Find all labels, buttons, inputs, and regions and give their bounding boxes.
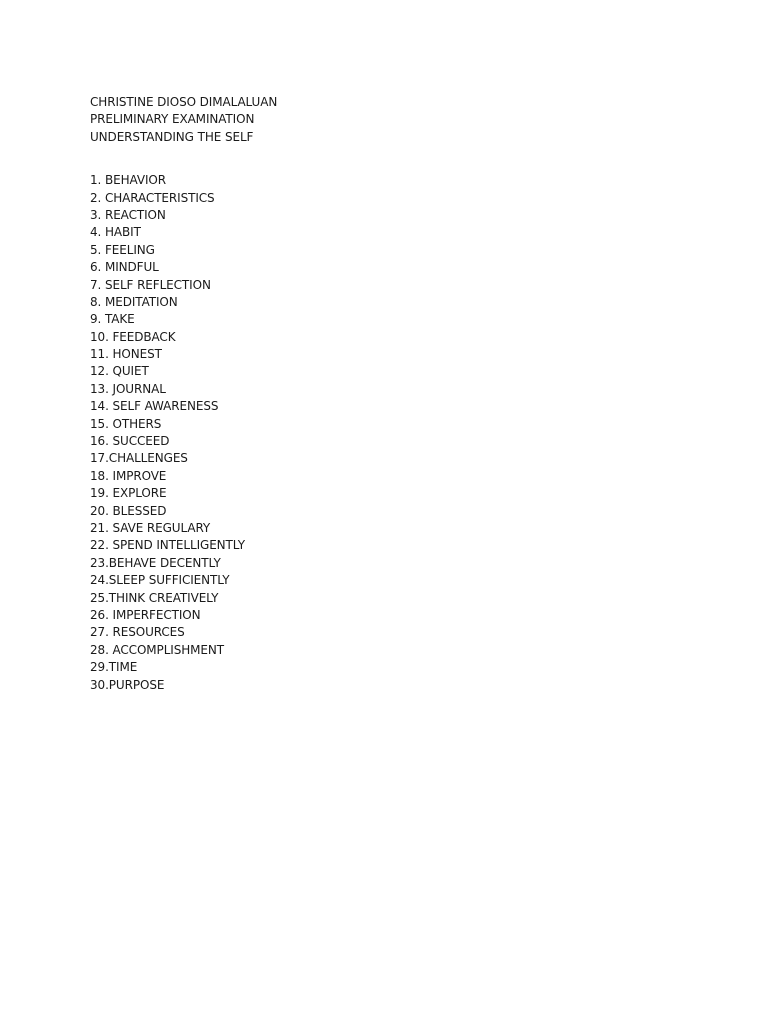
answer-item: 20. BLESSED: [90, 503, 167, 518]
answer-item: 5. FEELING: [90, 242, 155, 257]
answer-item: 16. SUCCEED: [90, 434, 170, 449]
answer-item: 18. IMPROVE: [90, 468, 167, 483]
answer-item: 6. MINDFUL: [90, 260, 159, 275]
answer-item: 14. SELF AWARENESS: [90, 399, 219, 414]
answer-item: 2. CHARACTERISTICS: [90, 190, 215, 205]
answer-item: 28. ACCOMPLISHMENT: [90, 642, 224, 657]
answer-item: 22. SPEND INTELLIGENTLY: [90, 538, 246, 553]
answer-item: 7. SELF REFLECTION: [90, 277, 211, 292]
answer-item: 29.TIME: [90, 660, 138, 675]
document-body: [90, 94, 690, 694]
answer-item: 11. HONEST: [90, 347, 162, 362]
document-header: [90, 94, 690, 146]
answer-item: 19. EXPLORE: [90, 486, 167, 501]
answer-item: 10. FEEDBACK: [90, 329, 176, 344]
answer-item: 17.CHALLENGES: [90, 451, 188, 466]
exam-title: PRELIMINARY EXAMINATION: [90, 112, 255, 127]
answer-item: 9. TAKE: [90, 312, 135, 327]
answer-item: 13. JOURNAL: [90, 381, 166, 396]
answer-item: 15. OTHERS: [90, 416, 162, 431]
answer-item: 1. BEHAVIOR: [90, 173, 166, 188]
answer-item: 21. SAVE REGULARY: [90, 520, 211, 535]
answer-item: 23.BEHAVE DECENTLY: [90, 555, 221, 570]
answer-item: 4. HABIT: [90, 225, 141, 240]
student-name: CHRISTINE DIOSO DIMALALUAN: [90, 95, 278, 109]
answer-item: 26. IMPERFECTION: [90, 607, 201, 622]
answer-item: 24.SLEEP SUFFICIENTLY: [90, 573, 230, 588]
answer-item: 30.PURPOSE: [90, 677, 165, 692]
subject-title: UNDERSTANDING THE SELF: [90, 129, 254, 144]
answer-item: 27. RESOURCES: [90, 625, 185, 640]
answer-item: 3. REACTION: [90, 207, 166, 222]
answer-item: 12. QUIET: [90, 364, 149, 379]
answer-list: [90, 172, 690, 694]
answer-item: 25.THINK CREATIVELY: [90, 590, 219, 605]
answer-item: 8. MEDITATION: [90, 294, 178, 309]
